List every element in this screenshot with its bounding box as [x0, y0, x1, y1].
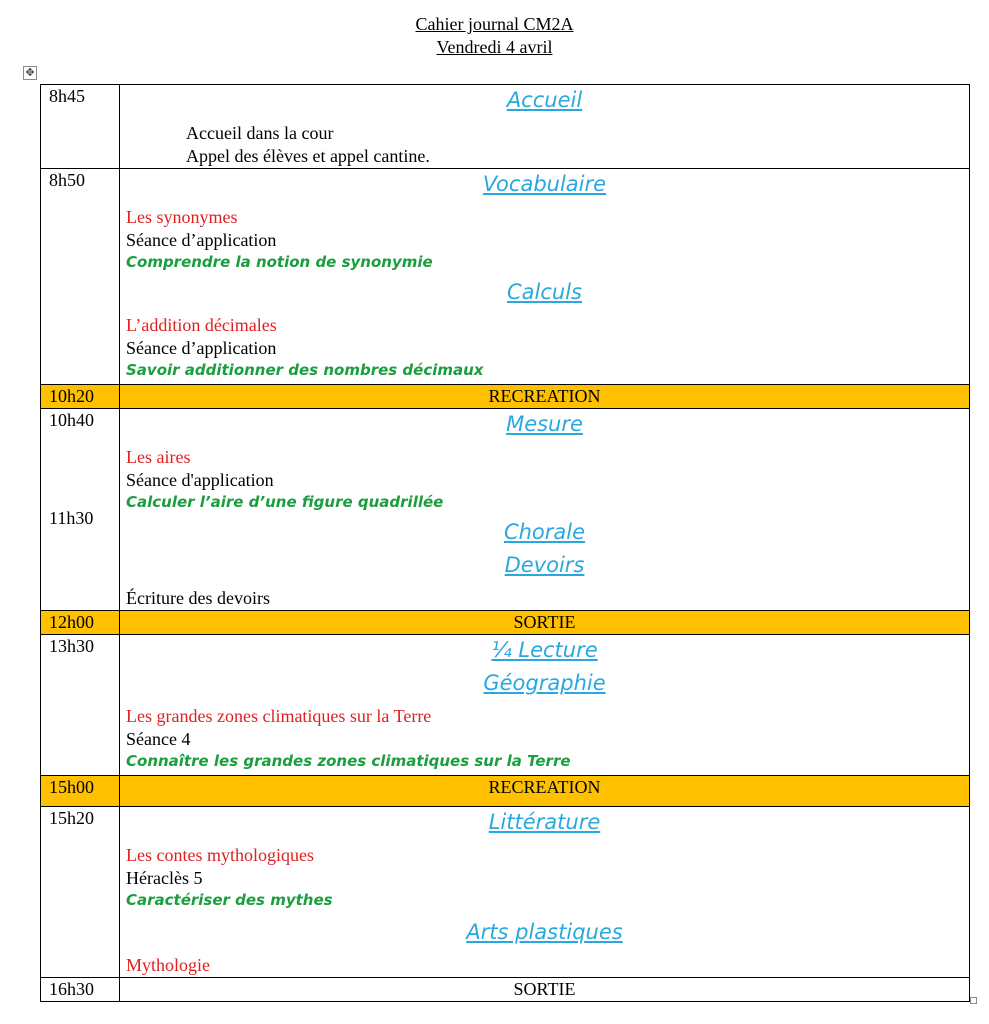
lesson-topic: Les grandes zones climatiques sur la Terre [126, 706, 432, 726]
time-cell: 8h45 [41, 85, 120, 169]
content-cell [120, 409, 970, 611]
subject-title: Arts plastiques [466, 920, 623, 944]
content-cell [120, 169, 970, 385]
lesson-goal: Connaître les grandes zones climatiques sur la Terre [126, 752, 571, 770]
break-label: SORTIE [120, 611, 970, 635]
document-date: Vendredi 4 avril [436, 37, 553, 57]
time-cell: 10h20 [41, 385, 120, 409]
subject-title: Accueil [506, 88, 583, 112]
time-cell: 15h00 [41, 776, 120, 807]
table-row [41, 807, 970, 978]
lesson-goal: Calculer l’aire d’une figure quadrillée [126, 493, 444, 511]
lesson-goal: Caractériser des mythes [126, 891, 333, 909]
break-label: RECREATION [120, 776, 970, 807]
lesson-topic: Les aires [126, 447, 191, 467]
time-cell: 13h30 [41, 635, 120, 776]
content-cell [120, 635, 970, 776]
session-label: Séance 4 [126, 729, 191, 749]
activity-line: Appel des élèves et appel cantine. [186, 146, 430, 166]
activity-line: Accueil dans la cour [186, 123, 334, 143]
break-label: RECREATION [120, 385, 970, 409]
table-move-handle-icon[interactable]: ✥ [23, 66, 37, 80]
time-cell: 10h40 11h30 [41, 409, 120, 611]
content-cell [120, 85, 970, 169]
table-row [41, 611, 970, 635]
time-cell: 8h50 [41, 169, 120, 385]
lesson-topic: Mythologie [126, 955, 210, 975]
table-row [41, 85, 970, 169]
table-row [41, 409, 970, 611]
schedule-table [40, 84, 970, 1002]
session-label: Séance d’application [126, 338, 277, 358]
lesson-topic: Les contes mythologiques [126, 845, 314, 865]
session-label: Séance d’application [126, 230, 277, 250]
table-row [41, 978, 970, 1002]
table-resize-handle-icon[interactable] [970, 997, 977, 1004]
subject-title: Chorale [503, 520, 586, 544]
subject-title: Géographie [483, 671, 606, 695]
content-cell [120, 807, 970, 978]
table-row [41, 169, 970, 385]
lesson-goal: Comprendre la notion de synonymie [126, 253, 433, 271]
session-label: Héraclès 5 [126, 868, 203, 888]
time-cell: 12h00 [41, 611, 120, 635]
lesson-topic: L’addition décimales [126, 315, 277, 335]
subject-title: Vocabulaire [482, 172, 607, 196]
table-row [41, 635, 970, 776]
table-row [41, 776, 970, 807]
subject-title: ¼ Lecture [491, 638, 598, 662]
subject-title: Calculs [507, 280, 582, 304]
subject-title: Mesure [506, 412, 583, 436]
break-label: SORTIE [120, 978, 970, 1002]
time-cell: 15h20 [41, 807, 120, 978]
session-label: Séance d'application [126, 470, 274, 490]
subject-title: Littérature [488, 810, 601, 834]
lesson-topic: Les synonymes [126, 207, 238, 227]
activity-line: Écriture des devoirs [126, 588, 270, 608]
subject-title: Devoirs [504, 553, 585, 577]
document-title: Cahier journal CM2A [415, 14, 574, 34]
lesson-goal: Savoir additionner des nombres décimaux [126, 361, 484, 379]
time-cell: 16h30 [41, 978, 120, 1002]
table-row [41, 385, 970, 409]
